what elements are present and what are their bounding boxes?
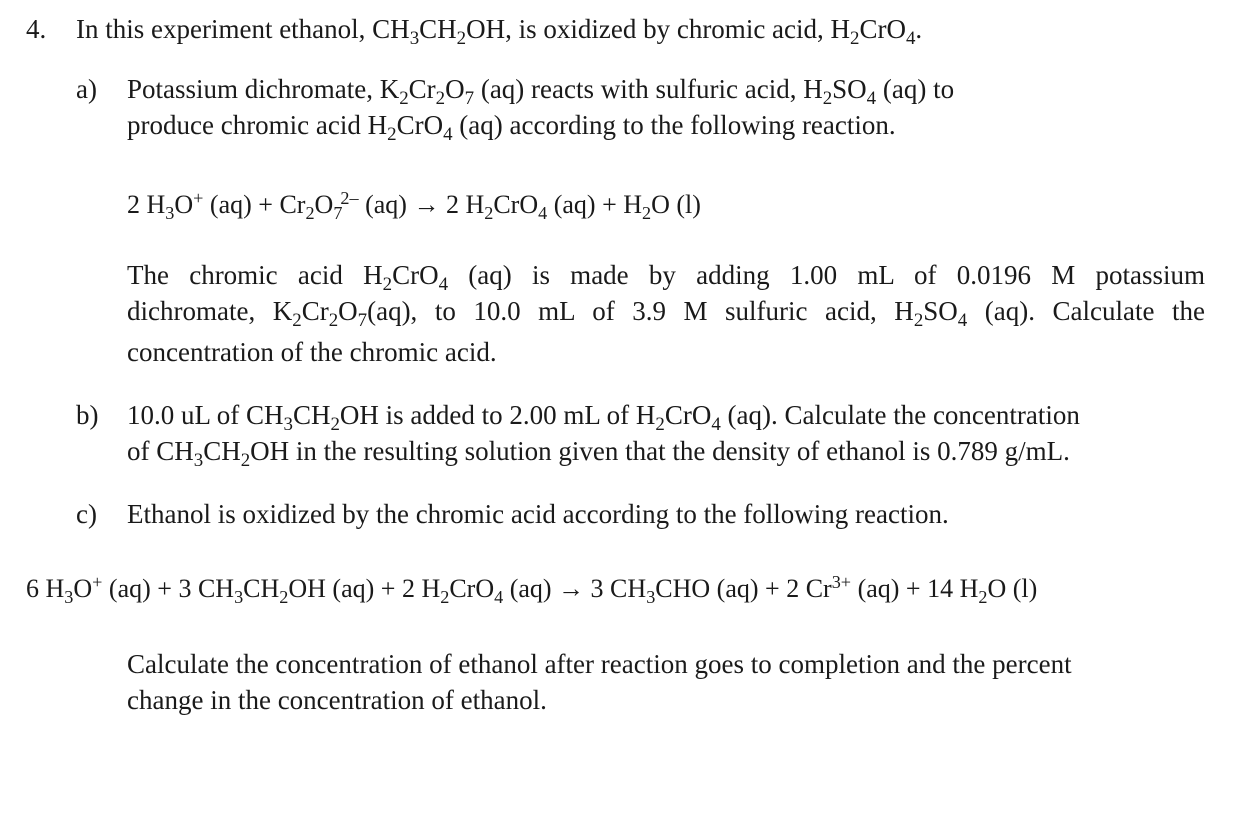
part-b-line-1: 10.0 uL of $CH_3CH_2OH$ is added to 2.00 mL of $H_2CrO_4$ (aq). Calculate the concentration xyxy=(127,400,1080,436)
part-c-line-1: Ethanol is oxidized by the chromic acid according to the following reaction. xyxy=(127,499,949,529)
question-intro: In this experiment ethanol, $CH_3CH_2OH$, is oxidized by chromic acid, $H_2CrO_4$. xyxy=(76,14,923,50)
part-a-paragraph-line-1: The chromic acid $H_2CrO_4$ (aq) is made by adding 1.00 mL of 0.0196 M potassium xyxy=(127,260,1205,296)
part-a-line-1: Potassium dichromate, $K_2Cr_2O_7$ (aq) reacts with sulfuric acid, $H_2SO_4$ (aq) to xyxy=(127,74,955,110)
part-a-marker: a) xyxy=(76,74,97,104)
part-c-equation: 6 $H_3O^+$ (aq) + 3 $CH_3CH_2OH$ (aq) + 2 $H_2CrO_4$ (aq) → 3 $CH_3CHO$ (aq) + 2 $Cr^{3+}$ (aq) + 14 $H_2O$ (l) xyxy=(26,571,1038,607)
part-a-line-2: produce chromic acid $H_2CrO_4$ (aq) according to the following reaction. xyxy=(127,110,896,146)
part-a-paragraph-line-3: concentration of the chromic acid. xyxy=(127,337,497,367)
part-b-line-2: of $CH_3CH_2OH$ in the resulting solution given that the density of ethanol is 0.789 g/mL. xyxy=(127,436,1070,472)
part-c-line-2: Calculate the concentration of ethanol after reaction goes to completion and the percent xyxy=(127,649,1072,679)
part-b-marker: b) xyxy=(76,400,99,430)
part-a-paragraph-line-2: dichromate, $K_2Cr_2O_7(aq)$, to 10.0 mL of 3.9 M sulfuric acid, $H_2SO_4$ (aq). Calculate the xyxy=(127,296,1205,332)
part-a-equation: 2 $H_3O^+$ $(aq) + Cr_2O_7^{2-}$ (aq) → 2 $H_2CrO_4$ $(aq) + H_2O$ (l) xyxy=(127,187,701,223)
question-number: 4. xyxy=(26,14,47,44)
part-c-line-3: change in the concentration of ethanol. xyxy=(127,685,547,715)
part-c-marker: c) xyxy=(76,499,97,529)
